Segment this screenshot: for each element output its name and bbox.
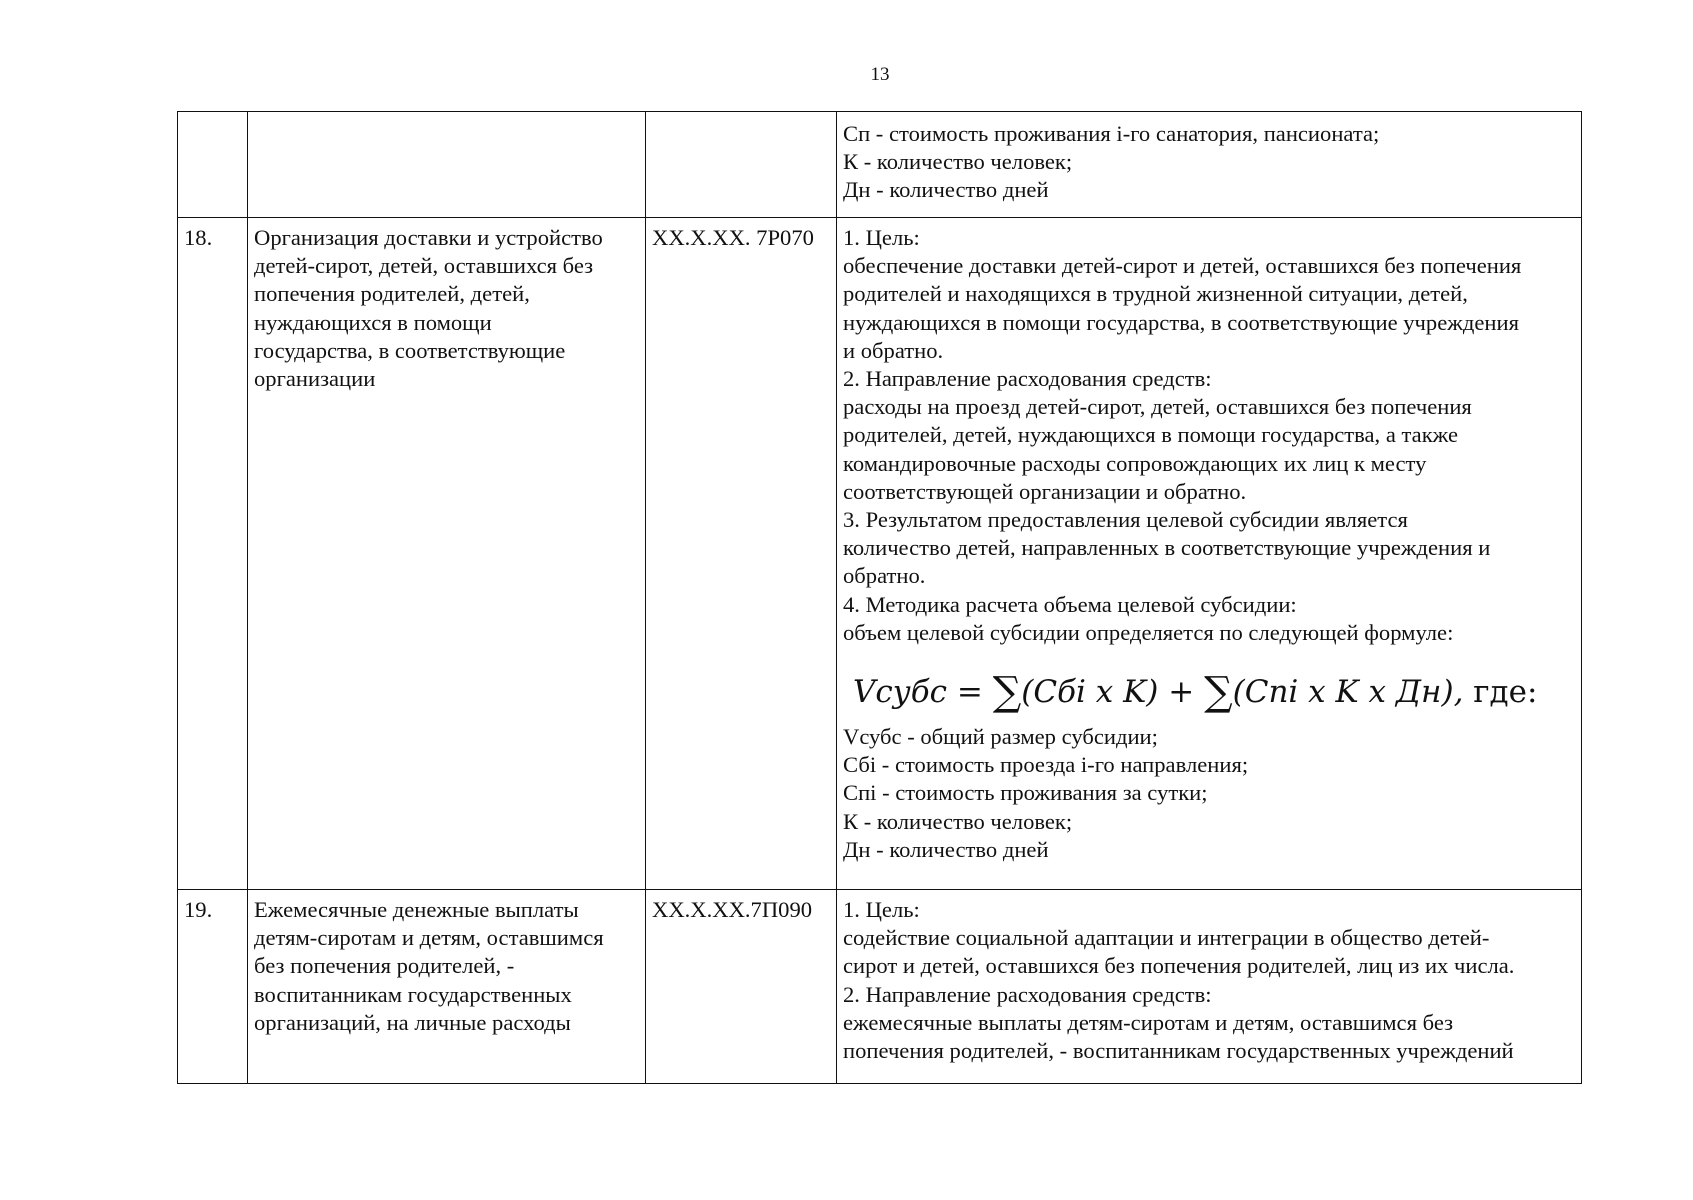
- description-line: Спi - стоимость проживания за сутки;: [843, 780, 1208, 806]
- name-line: государства, в соответствующие: [254, 337, 566, 363]
- row-code-cell: [646, 112, 837, 218]
- description-line: командировочные расходы сопровождающих их лиц к месту: [843, 450, 1427, 476]
- row-code-cell: XX.X.XX.7П090: [646, 890, 837, 1084]
- description-line: обеспечение доставки детей-сирот и детей, оставшихся без попечения: [843, 253, 1522, 279]
- description-line: К - количество человек;: [843, 808, 1073, 834]
- description-line: 4. Методика расчета объема целевой субсидии:: [843, 591, 1297, 617]
- table-row-continuation: [178, 112, 1582, 218]
- description-line: соответствующей организации и обратно.: [843, 478, 1247, 504]
- row-description-cell: [837, 218, 1582, 890]
- name-line: попечения родителей, детей,: [254, 281, 530, 307]
- description-line: К - количество человек;: [843, 149, 1073, 175]
- description-line: Сп - стоимость проживания i-го санатория, пансионата;: [843, 121, 1380, 146]
- description-line: родителей, детей, нуждающихся в помощи государства, а также: [843, 422, 1459, 448]
- subsidy-formula: [843, 661, 1575, 723]
- sigma-symbol: ∑: [992, 669, 1022, 716]
- row-code-cell: XX.X.XX. 7P070: [646, 218, 837, 890]
- formula-plus: +: [1168, 674, 1195, 711]
- name-line: детей-сирот, детей, оставшихся без: [254, 253, 594, 279]
- description-line: 2. Направление расходования средств:: [843, 981, 1212, 1007]
- description-line: родителей и находящихся в трудной жизненной ситуации, детей,: [843, 281, 1468, 307]
- description-line: ежемесячные выплаты детям-сиротам и детям, оставшимся без: [843, 1009, 1454, 1035]
- row-number-cell: 18.: [178, 218, 248, 890]
- name-line: организации: [254, 366, 376, 392]
- row-name-cell: [248, 218, 646, 890]
- name-line: Ежемесячные денежные выплаты: [254, 897, 579, 922]
- description-line: количество детей, направленных в соответствующие учреждения и: [843, 535, 1491, 561]
- name-line: воспитанникам государственных: [254, 981, 572, 1007]
- description-line: расходы на проезд детей-сирот, детей, оставшихся без попечения: [843, 394, 1472, 420]
- description-line: нуждающихся в помощи государства, в соответствующие учреждения: [843, 309, 1519, 335]
- description-line: сирот и детей, оставшихся без попечения родителей, лиц из их числа.: [843, 953, 1515, 979]
- row-description-cell: [837, 112, 1582, 218]
- table-row-18: [178, 218, 1582, 890]
- page-number: 13: [870, 64, 890, 85]
- description-line: объем целевой субсидии определяется по следующей формуле:: [843, 619, 1454, 645]
- formula-where: где:: [1473, 674, 1538, 711]
- description-line: 2. Направление расходования средств:: [843, 366, 1212, 392]
- sigma-symbol: ∑: [1204, 669, 1233, 716]
- subsidy-table: [177, 111, 1582, 1084]
- row-name-cell: [248, 112, 646, 218]
- name-line: организаций, на личные расходы: [254, 1009, 571, 1035]
- description-line: 1. Цель:: [843, 225, 920, 250]
- name-line: нуждающихся в помощи: [254, 309, 492, 335]
- description-line: Дн - количество дней: [843, 177, 1049, 203]
- description-line: Дн - количество дней: [843, 836, 1049, 862]
- description-line: и обратно.: [843, 337, 944, 363]
- table-row-19: [178, 890, 1582, 1084]
- description-line: Vсубс - общий размер субсидии;: [843, 724, 1158, 750]
- row-number-cell: 19.: [178, 890, 248, 1084]
- description-line: 3. Результатом предоставления целевой субсидии является: [843, 507, 1408, 533]
- row-number-cell: [178, 112, 248, 218]
- row-name-cell: [248, 890, 646, 1084]
- description-line: обратно.: [843, 563, 926, 589]
- description-line: попечения родителей, - воспитанникам государственных учреждений: [843, 1038, 1514, 1064]
- formula-term-2: (Cпi х K х Дн),: [1232, 674, 1464, 711]
- name-line: Организация доставки и устройство: [254, 225, 603, 250]
- description-line: содействие социальной адаптации и интеграции в общество детей-: [843, 925, 1490, 951]
- description-line: 1. Цель:: [843, 897, 920, 922]
- formula-lhs: Vсубс =: [853, 674, 983, 711]
- name-line: детям-сиротам и детям, оставшимся: [254, 925, 604, 951]
- name-line: без попечения родителей, -: [254, 953, 515, 979]
- description-line: Сбi - стоимость проезда i-го направления;: [843, 752, 1249, 778]
- formula-term-1: (Сбi х K): [1021, 674, 1159, 711]
- row-description-cell: [837, 890, 1582, 1084]
